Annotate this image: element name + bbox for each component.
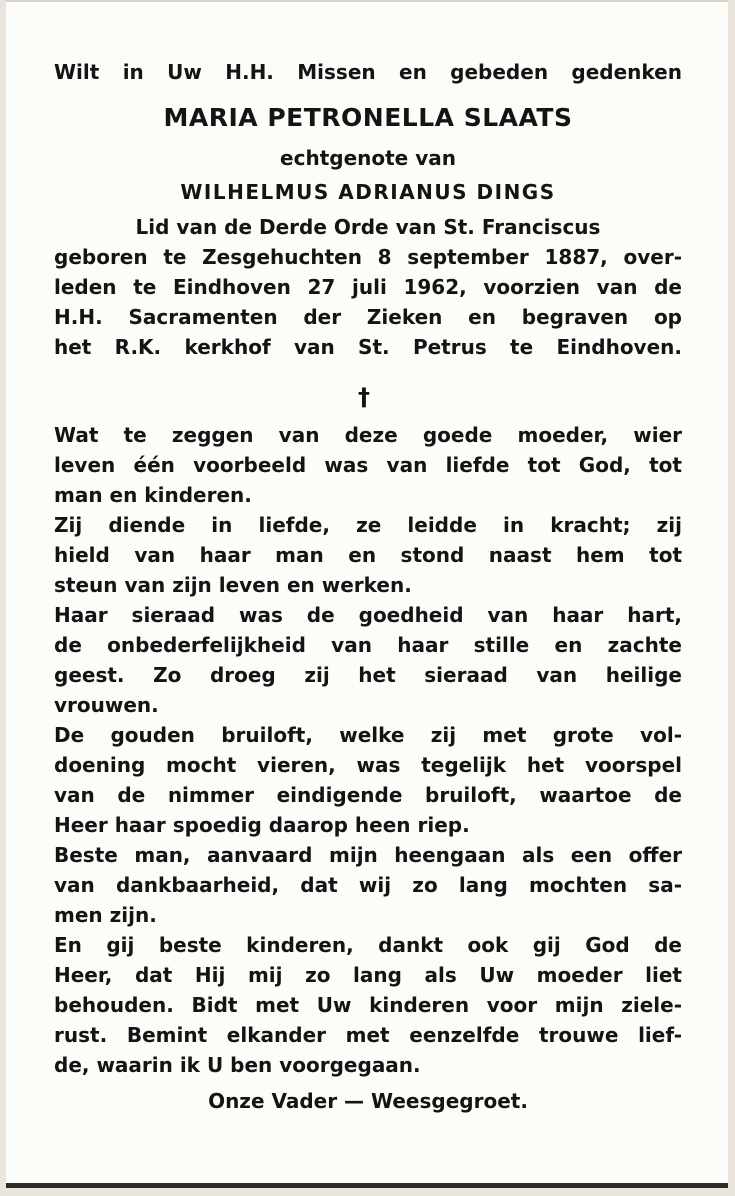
body-line: de onbederfelijkheid van haar stille en zachte bbox=[54, 633, 682, 657]
husband-name: WILHELMUS ADRIANUS DINGS bbox=[180, 180, 556, 204]
body-line: Heer, dat Hij mij zo lang als Uw moeder liet bbox=[54, 963, 682, 987]
details-line: het R.K. kerkhof van St. Petrus te Eindhoven. bbox=[54, 335, 682, 359]
body-line: Heer haar spoedig daarop heen riep. bbox=[54, 813, 470, 837]
details-line: leden te Eindhoven 27 juli 1962, voorzien van de bbox=[54, 275, 682, 299]
body-line: geest. Zo droeg zij het sieraad van heilige bbox=[54, 663, 682, 687]
memorial-card bbox=[6, 0, 728, 1188]
body-line: Haar sieraad was de goedheid van haar hart, bbox=[54, 603, 682, 627]
body-line: van dankbaarheid, dat wij zo lang mochten sa- bbox=[54, 873, 682, 897]
body-line: man en kinderen. bbox=[54, 483, 252, 507]
body-line: Wat te zeggen van deze goede moeder, wier bbox=[54, 423, 682, 447]
body-line: men zijn. bbox=[54, 903, 157, 927]
closing-prayer: Onze Vader — Weesgegroet. bbox=[208, 1089, 528, 1113]
body-line: de, waarin ik U ben voorgegaan. bbox=[54, 1053, 421, 1077]
body-line: Beste man, aanvaard mijn heengaan als een offer bbox=[54, 843, 682, 867]
body-line: vrouwen. bbox=[54, 693, 159, 717]
opening-line: Wilt in Uw H.H. Missen en gebeden gedenken bbox=[54, 60, 682, 84]
body-line: van de nimmer eindigende bruiloft, waartoe de bbox=[54, 783, 682, 807]
body-line: Zij diende in liefde, ze leidde in kracht; zij bbox=[54, 513, 682, 537]
body-line: hield van haar man en stond naast hem tot bbox=[54, 543, 682, 567]
deceased-name: MARIA PETRONELLA SLAATS bbox=[163, 103, 573, 132]
body-line: En gij beste kinderen, dankt ook gij God de bbox=[54, 933, 682, 957]
details-line: Lid van de Derde Orde van St. Franciscus bbox=[135, 215, 601, 239]
details-line: geboren te Zesgehuchten 8 september 1887, over- bbox=[54, 245, 682, 269]
body-line: rust. Bemint elkander met eenzelfde trouwe lief- bbox=[54, 1023, 682, 1047]
relation-line: echtgenote van bbox=[280, 146, 456, 170]
details-line: H.H. Sacramenten der Zieken en begraven op bbox=[54, 305, 682, 329]
body-line: behouden. Bidt met Uw kinderen voor mijn ziele- bbox=[54, 993, 682, 1017]
cross-icon: † bbox=[358, 383, 370, 411]
body-line: steun van zijn leven en werken. bbox=[54, 573, 412, 597]
body-line: doening mocht vieren, was tegelijk het voorspel bbox=[54, 753, 682, 777]
body-line: leven één voorbeeld was van liefde tot God, tot bbox=[54, 453, 682, 477]
body-line: De gouden bruiloft, welke zij met grote vol- bbox=[54, 723, 682, 747]
